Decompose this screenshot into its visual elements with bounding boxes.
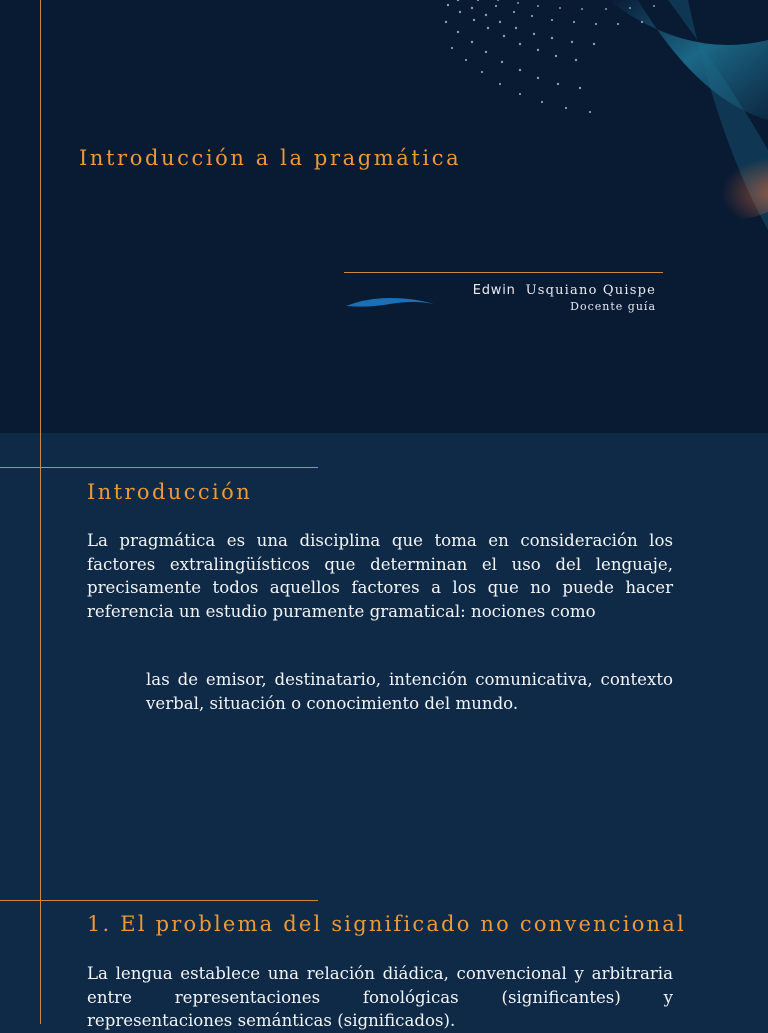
vertical-rule-top [40,0,41,433]
author-name [473,283,656,298]
author-role: Docente guía [570,300,656,313]
vertical-rule-middle [40,433,41,865]
vertical-rule-bottom [40,865,41,1024]
section-divider-section1 [0,900,318,901]
wave-logo-icon [344,290,436,314]
author-divider [344,272,663,273]
cover-slide [0,0,768,433]
presentation-title: Introducción a la pragmática [79,146,462,170]
intro-quote: las de emisor, destinatario, intención comunicativa, contexto verbal, situación o conocimiento del mundo. [146,670,673,713]
intro-paragraph: La pragmática es una disciplina que toma en consideración los factores extralingüísticos que determinan el uso del lenguaje, precisamente todos aquellos factores a los que no puede hacer referencia un estudio puramente gramatical: nociones como [87,531,673,621]
author-last-name: Usquiano Quispe [525,283,656,298]
author-first-name: Edwin [472,283,516,298]
intro-heading: Introducción [87,480,253,504]
section-divider-intro [0,467,318,468]
section1-heading: 1. El problema del significado no convencional [87,912,686,936]
section1-paragraph: La lengua establece una relación diádica, convencional y arbitraria entre representaciones fonológicas (significantes) y representaciones semánticas (significados). [87,964,673,1030]
dotted-wave-decoration [438,0,768,250]
